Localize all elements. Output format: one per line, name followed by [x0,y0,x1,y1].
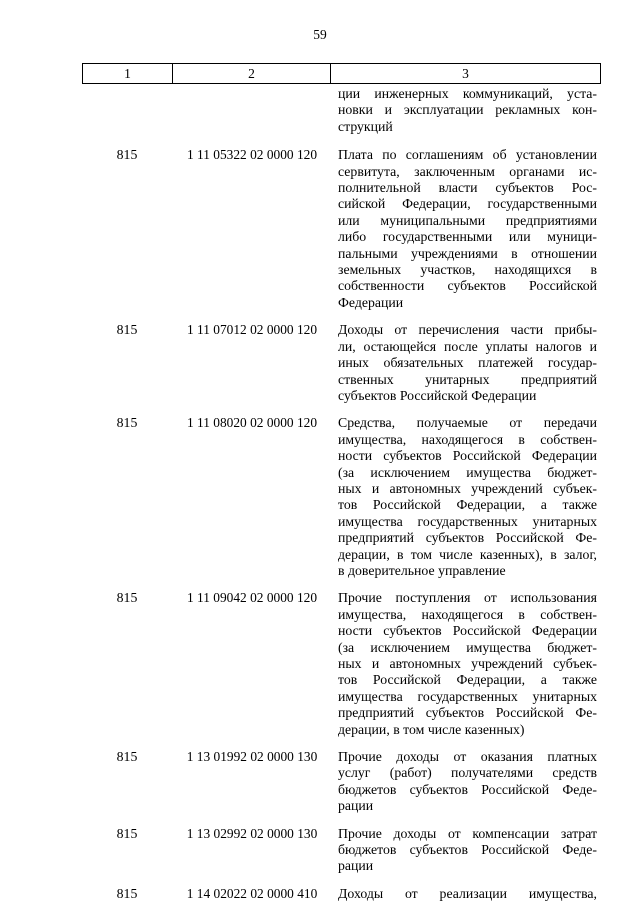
budget-classification-code: 1 11 07012 02 0000 120 [186,322,318,338]
admin-code: 815 [116,147,138,163]
row-gap [82,135,601,147]
description-line: имущества, находящегося в собствен- [338,606,597,622]
description-line: собственности субъектов Российской [338,278,597,294]
description-line: ных и автономных учреждений субъек- [338,480,597,496]
description-line: Прочие доходы от оказания платных [338,749,597,765]
description-line: имущества, находящегося в собствен- [338,431,597,447]
page-number: 59 [313,27,327,42]
row-gap [82,815,601,826]
table-row [82,86,601,135]
revenue-description [332,147,601,311]
description-line: (за исключением имущества бюджет- [338,639,597,655]
description-line: либо государственными или муници- [338,229,597,245]
description-line: ции инженерных коммуникаций, уста- [338,86,597,101]
description-line: пальными учреждениями в отношении [338,245,597,261]
description-line: Федерации [338,294,404,310]
description-line: ных и автономных учреждений субъек- [338,656,597,671]
description-line: рации [338,858,374,874]
budget-classification-code: 1 11 05322 02 0000 120 [186,147,318,163]
column-header-3: 3 [462,65,469,81]
table-row [82,415,601,579]
budget-classification-code: 1 11 09042 02 0000 120 [186,590,318,606]
description-line: новки и эксплуатации рекламных кон- [338,102,597,118]
description-line: услуг (работ) получателями средств [338,765,597,781]
description-line: сервитута, заключенным органами ис- [338,163,597,179]
revenue-description [332,415,601,579]
revenue-description [332,749,601,815]
row-gap [82,738,601,749]
description-line: Плата по соглашениям об установлении [338,147,597,163]
description-line: ности субъектов Российской Федерации [338,623,597,639]
table-header [82,63,601,84]
revenue-description [332,826,601,875]
description-line: сийской Федерации, государственными [338,196,597,212]
description-line: Доходы от перечисления части прибы- [338,322,597,338]
description-line: ственных унитарных предприятий [338,371,597,387]
description-line: субъектов Российской Федерации [338,387,537,403]
revenue-description [332,322,601,404]
row-gap [82,875,601,886]
description-line: или муниципальными предприятиями [338,212,597,228]
description-line: иных обязательных платежей государ- [338,355,597,371]
revenue-description [332,590,601,738]
admin-code: 815 [116,825,138,841]
description-line: ли, остающейся после уплаты налогов и [338,338,597,354]
column-header-1: 1 [83,64,173,83]
description-line: ности субъектов Российской Федерации [338,448,597,464]
table-row [82,147,601,311]
budget-classification-code: 1 13 01992 02 0000 130 [186,749,318,765]
admin-code: 815 [116,590,138,606]
table-row [82,322,601,404]
description-line: Прочие доходы от компенсации затрат [338,825,597,841]
description-line: предприятий субъектов Российской Фе- [338,705,597,721]
table-row [82,749,601,815]
budget-classification-code: 1 13 02992 02 0000 130 [186,825,318,841]
row-gap [82,579,601,590]
row-gap [82,311,601,322]
description-line: полнительной власти субъектов Рос- [338,180,597,196]
description-line: тов Российской Федерации, а также [338,672,597,688]
column-header-2: 2 [173,64,331,83]
admin-code: 815 [116,885,138,901]
description-line: бюджетов субъектов Российской Феде- [338,842,597,858]
description-line: имущества государственных унитарных [338,688,597,704]
budget-classification-code [172,86,332,135]
table-row [82,590,601,738]
table-row [82,886,601,902]
budget-classification-code: 1 14 02022 02 0000 410 [186,885,318,901]
table-body [82,86,601,902]
revenue-description [332,86,601,135]
description-line: Доходы от реализации имущества, [338,885,597,901]
description-line: предприятий субъектов Российской Фе- [338,530,597,546]
description-line: рации [338,798,374,814]
description-line: (за исключением имущества бюджет- [338,464,597,480]
description-line: Средства, получаемые от передачи [338,415,597,431]
description-line: земельных участков, находящихся в [338,262,597,278]
description-line: тов Российской Федерации, а также [338,497,597,513]
admin-code [82,86,172,135]
description-line: Прочие поступления от использования [338,590,597,606]
description-line: дерации, в том числе казенных) [338,721,525,737]
description-line: бюджетов субъектов Российской Феде- [338,781,597,797]
admin-code: 815 [116,749,138,765]
table-row [82,826,601,875]
description-line: струкций [338,118,393,134]
description-line: в доверительное управление [338,562,506,578]
description-line: имущества государственных унитарных [338,513,597,529]
revenue-description [332,886,601,902]
row-gap [82,404,601,415]
admin-code: 815 [116,322,138,338]
budget-classification-code: 1 11 08020 02 0000 120 [186,415,318,431]
description-line: дерации, в том числе казенных), в залог, [338,546,597,562]
admin-code: 815 [116,415,138,431]
